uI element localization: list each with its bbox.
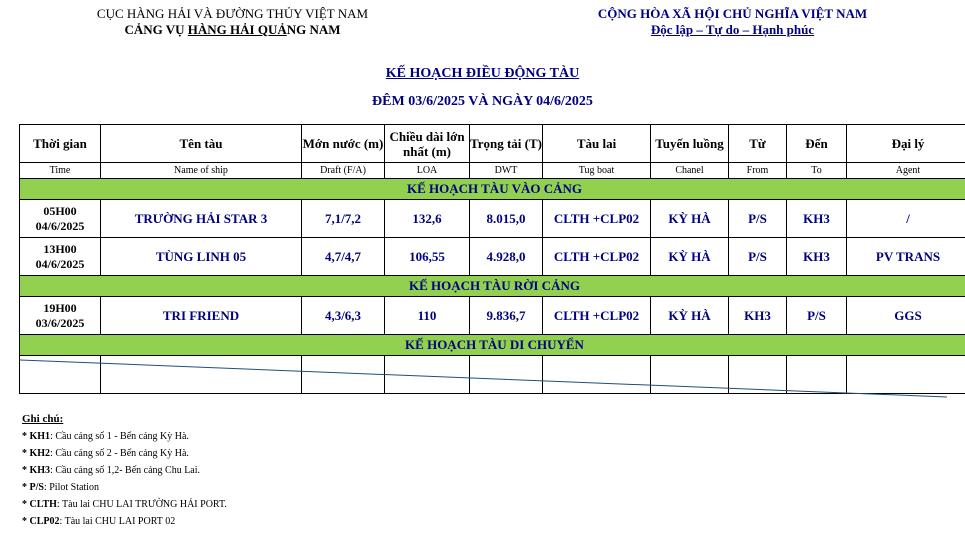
col-subheader-tug: Tug boat bbox=[543, 163, 651, 179]
cell-time: 19H00 03/6/2025 bbox=[20, 297, 101, 335]
document-title: KẾ HOẠCH ĐIỀU ĐỘNG TÀU bbox=[385, 66, 580, 81]
cell-draft: 4,3/6,3 bbox=[302, 297, 385, 335]
document-subtitle: ĐÊM 03/6/2025 VÀ NGÀY 04/6/2025 bbox=[372, 94, 593, 109]
authority-name: CỤC HÀNG HẢI VÀ ĐƯỜNG THỦY VIỆT NAM bbox=[96, 6, 369, 21]
cell-agent: / bbox=[847, 200, 965, 238]
cell-tug: CLTH +CLP02 bbox=[543, 238, 651, 276]
note-item: * KH1: Cầu cảng số 1 - Bến cảng Kỳ Hà. bbox=[22, 431, 189, 442]
notes-section bbox=[22, 411, 227, 530]
section-arrival-label: KẾ HOẠCH TÀU VÀO CẢNG bbox=[20, 179, 965, 200]
cell-draft: 7,1/7,2 bbox=[302, 200, 385, 238]
cell-ship: TRI FRIEND bbox=[101, 297, 302, 335]
section-departure bbox=[20, 276, 965, 297]
ship-movement-table bbox=[19, 124, 965, 394]
cell-dwt: 9.836,7 bbox=[470, 297, 543, 335]
table-row-empty bbox=[20, 356, 965, 394]
cell-to: KH3 bbox=[787, 200, 847, 238]
table-row bbox=[20, 200, 965, 238]
col-subheader-to: To bbox=[787, 163, 847, 179]
port-authority-name: CẢNG VỤ HÀNG HẢI QUẢNG NAM bbox=[124, 22, 341, 37]
col-header-ship: Tên tàu bbox=[101, 125, 302, 163]
header-right bbox=[560, 6, 905, 38]
cell-ship: TÙNG LINH 05 bbox=[101, 238, 302, 276]
section-arrival bbox=[20, 179, 965, 200]
col-subheader-from: From bbox=[729, 163, 787, 179]
header-left bbox=[60, 6, 405, 38]
section-shifting-label: KẾ HOẠCH TÀU DI CHUYỂN bbox=[20, 335, 965, 356]
col-subheader-channel: Chanel bbox=[651, 163, 729, 179]
col-subheader-ship: Name of ship bbox=[101, 163, 302, 179]
note-item: * P/S: Pilot Station bbox=[22, 482, 99, 493]
cell-empty bbox=[385, 356, 470, 394]
col-header-agent: Đại lý bbox=[847, 125, 965, 163]
section-departure-label: KẾ HOẠCH TÀU RỜI CẢNG bbox=[20, 276, 965, 297]
col-header-to: Đến bbox=[787, 125, 847, 163]
col-header-tug: Tàu lai bbox=[543, 125, 651, 163]
table-row bbox=[20, 297, 965, 335]
note-item: * CLP02: Tàu lai CHU LAI PORT 02 bbox=[22, 516, 176, 527]
cell-agent: GGS bbox=[847, 297, 965, 335]
cell-to: P/S bbox=[787, 297, 847, 335]
cell-loa: 106,55 bbox=[385, 238, 470, 276]
cell-empty bbox=[302, 356, 385, 394]
cell-channel: KỲ HÀ bbox=[651, 200, 729, 238]
note-item: * KH2: Cầu cảng số 2 - Bến cảng Kỳ Hà. bbox=[22, 448, 189, 459]
cell-ship: TRƯỜNG HẢI STAR 3 bbox=[101, 200, 302, 238]
cell-to: KH3 bbox=[787, 238, 847, 276]
note-item: * KH3: Cầu cảng số 1,2- Bến cảng Chu Lai. bbox=[22, 465, 201, 476]
cell-loa: 110 bbox=[385, 297, 470, 335]
cell-empty bbox=[787, 356, 847, 394]
cell-channel: KỲ HÀ bbox=[651, 297, 729, 335]
cell-time: 13H00 04/6/2025 bbox=[20, 238, 101, 276]
col-header-time: Thời gian bbox=[20, 125, 101, 163]
col-header-from: Từ bbox=[729, 125, 787, 163]
col-subheader-agent: Agent bbox=[847, 163, 965, 179]
cell-empty bbox=[20, 356, 101, 394]
cell-channel: KỲ HÀ bbox=[651, 238, 729, 276]
cell-agent: PV TRANS bbox=[847, 238, 965, 276]
table-row bbox=[20, 238, 965, 276]
cell-draft: 4,7/4,7 bbox=[302, 238, 385, 276]
cell-from: P/S bbox=[729, 200, 787, 238]
cell-tug: CLTH +CLP02 bbox=[543, 200, 651, 238]
section-shifting bbox=[20, 335, 965, 356]
cell-loa: 132,6 bbox=[385, 200, 470, 238]
cell-empty bbox=[470, 356, 543, 394]
col-subheader-draft: Draft (F/A) bbox=[302, 163, 385, 179]
motto: Độc lập – Tự do – Hạnh phúc bbox=[650, 22, 815, 37]
col-header-dwt: Trọng tải (T) bbox=[470, 125, 543, 163]
cell-time: 05H00 04/6/2025 bbox=[20, 200, 101, 238]
col-subheader-dwt: DWT bbox=[470, 163, 543, 179]
cell-from: P/S bbox=[729, 238, 787, 276]
cell-empty bbox=[729, 356, 787, 394]
header-row-vi bbox=[20, 125, 965, 163]
notes-title: Ghi chú: bbox=[22, 413, 64, 425]
header-row-en bbox=[20, 163, 965, 179]
cell-empty bbox=[847, 356, 965, 394]
col-header-loa: Chiều dài lớn nhất (m) bbox=[385, 125, 470, 163]
cell-empty bbox=[101, 356, 302, 394]
cell-from: KH3 bbox=[729, 297, 787, 335]
col-subheader-time: Time bbox=[20, 163, 101, 179]
cell-empty bbox=[543, 356, 651, 394]
cell-dwt: 4.928,0 bbox=[470, 238, 543, 276]
col-header-draft: Mớn nước (m) bbox=[302, 125, 385, 163]
note-item: * CLTH: Tàu lai CHU LAI TRƯỜNG HẢI PORT. bbox=[22, 499, 227, 510]
col-header-channel: Tuyến luồng bbox=[651, 125, 729, 163]
cell-tug: CLTH +CLP02 bbox=[543, 297, 651, 335]
cell-dwt: 8.015,0 bbox=[470, 200, 543, 238]
cell-empty bbox=[651, 356, 729, 394]
country-name: CỘNG HÒA XÃ HỘI CHỦ NGHĨA VIỆT NAM bbox=[597, 6, 868, 21]
col-subheader-loa: LOA bbox=[385, 163, 470, 179]
